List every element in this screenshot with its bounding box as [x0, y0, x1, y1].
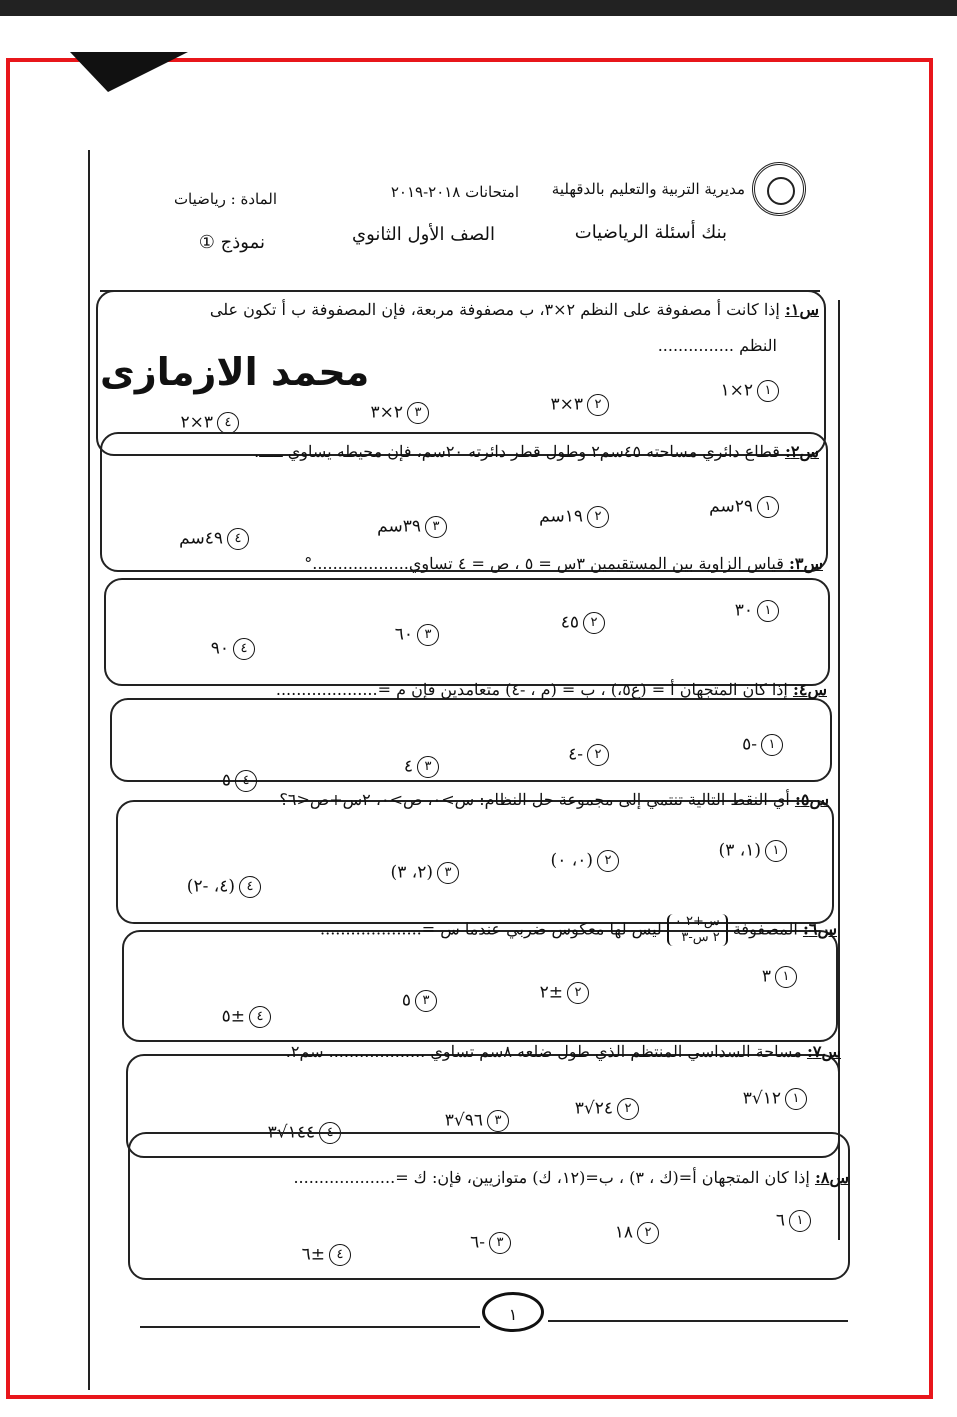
question-4-option-1[interactable]: ١-٥	[742, 734, 783, 756]
question-4-stem: إذا كان المتجهان أ = (ع٥،) ، ب = (م ، -٤) متعامدين فإن م =....................	[275, 680, 788, 699]
question-7-option-2[interactable]: ٢٢٤√٣	[575, 1098, 639, 1120]
question-2-option-3[interactable]: ٣٣٩سم	[377, 516, 447, 538]
question-1-stem: إذا كانت أ مصفوفة على النظم ٢×٣، ب مصفوفة مربعة، فإن المصفوفة ب أ تكون على	[209, 300, 780, 319]
question-8-option-4-text: ±٦	[301, 1244, 325, 1265]
question-6-option-3-text: ٥	[401, 990, 411, 1011]
question-5-option-4[interactable]: ٤(٤، -٢)	[187, 876, 261, 898]
question-6-label: س٦:	[802, 919, 837, 939]
question-5-option-1[interactable]: ١(١، ٣)	[719, 840, 787, 862]
question-4-option-2[interactable]: ٢-٤	[568, 744, 609, 766]
question-3-option-4[interactable]: ٤٩٠	[211, 638, 255, 660]
question-8-option-3-text: -٦	[470, 1232, 485, 1253]
question-1-option-2[interactable]: ٢٣×٣	[550, 394, 609, 416]
directorate-seal-icon	[752, 162, 806, 216]
question-7-option-2-text: ٢٤√٣	[574, 1098, 613, 1119]
author-name: محمد الازمازى	[100, 350, 370, 394]
question-1-stem-continued: النظم ...............	[657, 336, 777, 355]
question-7-label: س٧:	[806, 1042, 841, 1061]
question-4-option-3[interactable]: ٣٤	[404, 756, 439, 778]
question-2-option-4[interactable]: ٤٤٩سم	[179, 528, 249, 550]
question-6-option-3[interactable]: ٣٥	[402, 990, 437, 1012]
question-6-stem-b: ليس لها معكوس ضربي عندما س =....................	[320, 919, 662, 939]
question-2-label: س٢:	[784, 442, 819, 461]
question-1-option-4[interactable]: ٤٣×٢	[180, 412, 239, 434]
question-5-text	[279, 790, 829, 809]
footer-line-left	[140, 1326, 480, 1328]
left-margin-line	[88, 150, 90, 1390]
question-2-option-2-text: ١٩سم	[539, 506, 583, 527]
question-5-stem: أي النقط التالية تنتمي إلى مجموعة حل النظام: س>٠، ص>٠، ٢س+ص<٦؟	[279, 790, 790, 809]
question-1-label: س١:	[784, 300, 819, 319]
question-8-text	[293, 1168, 849, 1187]
question-7-option-4[interactable]: ٤١٤٤√٣	[268, 1122, 341, 1144]
question-7-option-3-text: ٩٦√٣	[444, 1110, 483, 1131]
question-7-option-4-text: ١٤٤√٣	[267, 1122, 315, 1143]
question-4-option-2-text: -٤	[568, 744, 583, 765]
footer-line-right	[548, 1320, 848, 1322]
header-directorate: مديرية التربية والتعليم بالدقهلية	[551, 180, 745, 198]
page-number: ١	[482, 1292, 544, 1332]
question-8-option-1-text: ٦	[775, 1210, 785, 1231]
question-2-stem: قطاع دائري مساحته ٤٥سم٢ وطول قطر دائرته ٢٠سم، فإن محيطه يساوي ـــــ.	[254, 442, 780, 461]
question-6-matrix	[667, 914, 728, 946]
question-1-option-4-text: ٣×٢	[180, 412, 213, 433]
question-1-text	[210, 300, 819, 319]
question-6-option-1[interactable]: ١٣	[762, 966, 797, 988]
question-8-option-3[interactable]: ٣-٦	[470, 1232, 511, 1254]
question-3-box	[104, 578, 830, 686]
question-4-option-4[interactable]: ٤٥	[222, 770, 257, 792]
question-2-option-2[interactable]: ٢١٩سم	[539, 506, 609, 528]
question-4-option-4-text: ٥	[221, 770, 231, 791]
question-5-option-2-text: (٠، ٠)	[550, 850, 593, 871]
question-4-option-3-text: ٤	[403, 756, 413, 777]
question-8-option-1[interactable]: ١٦	[776, 1210, 811, 1232]
question-6-stem-a: المصفوفة	[732, 919, 798, 939]
question-3-option-2-text: ٤٥	[560, 612, 579, 633]
corner-wedge-mark	[70, 52, 188, 92]
question-5-option-4-text: (٤، -٢)	[186, 876, 235, 897]
question-2-text	[254, 442, 819, 461]
question-2-option-3-text: ٣٩سم	[377, 516, 421, 537]
question-5-box	[116, 800, 834, 924]
question-8-option-2-text: ١٨	[614, 1222, 633, 1243]
question-8-stem: إذا كان المتجهان أ=(ك ، ٣) ، ب=(١٢، ك) متوازيين، فإن: ك =....................	[293, 1168, 810, 1187]
question-5-label: س٥:	[794, 790, 829, 809]
header-exams-year: امتحانات ٢٠١٨-٢٠١٩	[390, 183, 519, 201]
header-subject: المادة : رياضيات	[173, 190, 277, 208]
question-1-option-3-text: ٢×٣	[370, 402, 403, 423]
question-2-option-4-text: ٤٩سم	[179, 528, 223, 549]
question-1-option-1-text: ٢×١	[720, 380, 753, 401]
question-7-stem: مساحة السداسي المنتظم الذي طول ضلعه ٨سم تساوي ................... سم٢.	[285, 1042, 802, 1061]
question-4-option-1-text: -٥	[742, 734, 757, 755]
header-model-number: نموذج ①	[198, 232, 265, 253]
question-1-option-2-text: ٣×٣	[550, 394, 583, 415]
question-4-text	[276, 680, 827, 699]
question-6-option-4-text: ±٥	[221, 1006, 245, 1027]
question-3-option-1-text: ٣٠	[734, 600, 753, 621]
question-6-text	[320, 914, 837, 946]
question-3-stem: قياس الزاوية بين المستقيمين ٣س = ٥ ، ص = ٤ تساوي...................°	[304, 554, 784, 573]
question-3-option-1[interactable]: ١٣٠	[735, 600, 779, 622]
question-3-option-3-text: ٦٠	[394, 624, 413, 645]
question-1-option-1[interactable]: ١٢×١	[720, 380, 779, 402]
question-6-matrix-row-1: س+٢ ٠	[674, 914, 720, 929]
question-7-text	[286, 1042, 841, 1061]
header-bank-title: بنك أسئلة الرياضيات	[574, 222, 727, 243]
question-3-option-2[interactable]: ٢٤٥	[561, 612, 605, 634]
question-7-option-1[interactable]: ١١٢√٣	[743, 1088, 807, 1110]
question-6-option-1-text: ٣	[761, 966, 771, 987]
question-3-option-4-text: ٩٠	[210, 638, 229, 659]
question-3-label: س٣:	[788, 554, 823, 573]
question-4-box	[110, 698, 832, 782]
question-8-box	[128, 1132, 850, 1280]
top-dark-bar	[0, 0, 957, 16]
question-5-option-2[interactable]: ٢(٠، ٠)	[551, 850, 619, 872]
question-8-option-4[interactable]: ٤±٦	[302, 1244, 351, 1266]
question-6-option-2[interactable]: ٢±٢	[540, 982, 589, 1004]
question-8-label: س٨:	[814, 1168, 849, 1187]
question-3-text	[304, 554, 823, 573]
question-2-option-1-text: ٢٩سم	[709, 496, 753, 517]
header-grade: الصف الأول الثانوي	[351, 224, 495, 245]
question-6-option-2-text: ±٢	[539, 982, 563, 1003]
question-7-option-3[interactable]: ٣٩٦√٣	[445, 1110, 509, 1132]
question-5-option-1-text: (١، ٣)	[718, 840, 761, 861]
question-5-option-3[interactable]: ٣(٢، ٣)	[391, 862, 459, 884]
question-1-option-3[interactable]: ٣٢×٣	[370, 402, 429, 424]
question-6-option-4[interactable]: ٤±٥	[222, 1006, 271, 1028]
question-2-option-1[interactable]: ١٢٩سم	[709, 496, 779, 518]
question-4-label: س٤:	[792, 680, 827, 699]
question-5-option-3-text: (٢، ٣)	[390, 862, 433, 883]
question-7-option-1-text: ١٢√٣	[742, 1088, 781, 1109]
question-3-option-3[interactable]: ٣٦٠	[395, 624, 439, 646]
question-6-matrix-row-2: ٢ س-٣	[681, 930, 720, 945]
question-8-option-2[interactable]: ٢١٨	[615, 1222, 659, 1244]
